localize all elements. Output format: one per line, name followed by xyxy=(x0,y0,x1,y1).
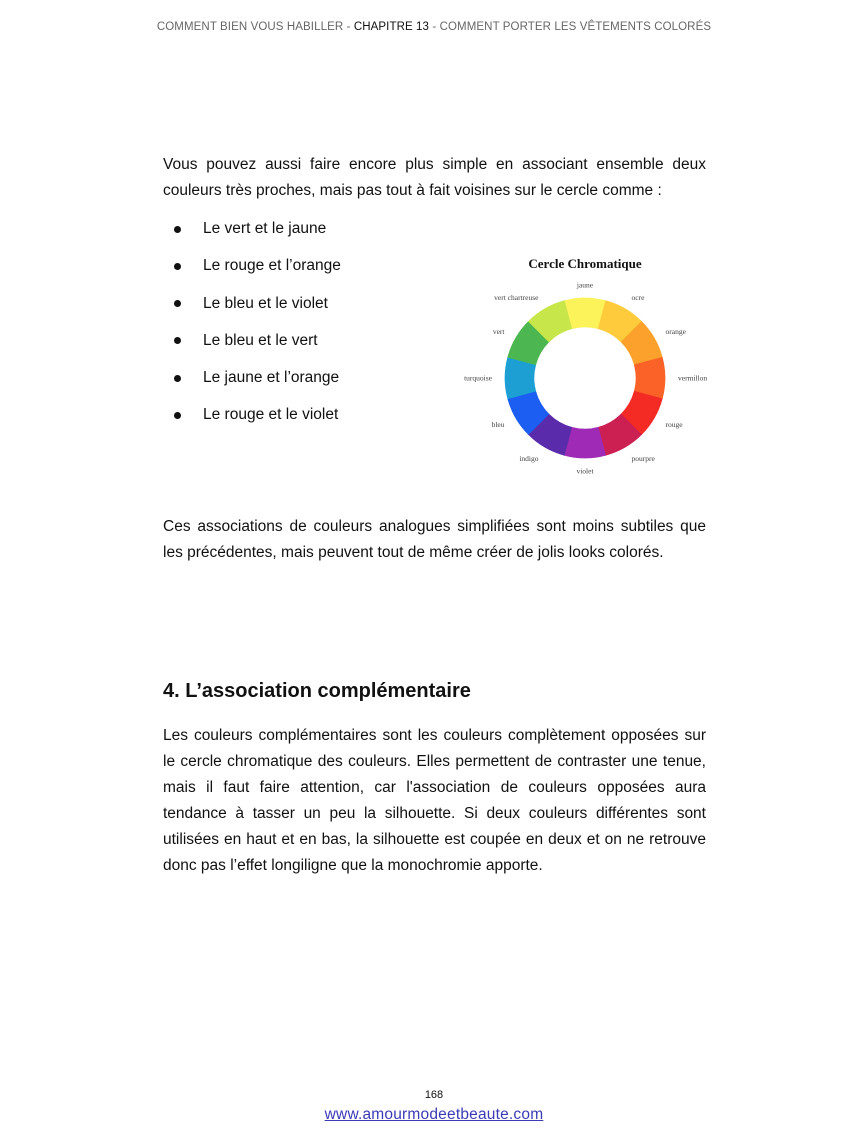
list-item xyxy=(163,328,463,365)
wheel-label: vermillon xyxy=(678,373,708,383)
wheel-label: vert chartreuse xyxy=(494,293,539,302)
header-chapter-title: COMMENT PORTER LES VÊTEMENTS COLORÉS xyxy=(439,21,712,33)
list-item xyxy=(163,291,463,328)
color-wheel-figure xyxy=(455,247,715,479)
bullet-icon xyxy=(174,412,181,419)
list-item-text: Le vert et le jaune xyxy=(203,220,327,237)
website-link[interactable]: www.amourmodeetbeaute.com xyxy=(324,1106,544,1123)
analogous-paragraph: Ces associations de couleurs analogues simplifiées sont moins subtiles que les précédentes, mais peuvent tout de même créer de jolis looks colorés. xyxy=(163,518,706,561)
wheel-label: vert xyxy=(492,327,505,336)
running-header xyxy=(0,21,868,33)
list-item-text: Le bleu et le vert xyxy=(203,331,318,349)
list-item xyxy=(163,402,463,439)
intro-paragraph: Vous pouvez aussi faire encore plus simple en associant ensemble deux couleurs très proches, mais pas tout à fait voisines sur le cercle comme : xyxy=(163,156,706,199)
wheel-label: turquoise xyxy=(464,373,492,383)
header-separator: - xyxy=(429,21,440,33)
color-wheel xyxy=(455,247,715,479)
page-number: 168 xyxy=(424,1089,444,1101)
bullet-icon xyxy=(174,226,181,233)
bullet-icon xyxy=(174,375,181,382)
list-item xyxy=(163,253,463,290)
bullet-list xyxy=(163,216,463,440)
wheel-label: orange xyxy=(665,327,686,336)
list-item-text: Le rouge et le violet xyxy=(203,406,339,424)
wheel-label: bleu xyxy=(491,420,505,429)
list-item-text: Le rouge et l’orange xyxy=(203,257,341,275)
list-item xyxy=(163,365,463,402)
list-item-text: Le jaune et l’orange xyxy=(203,369,340,387)
bullet-icon xyxy=(174,300,181,307)
bullet-icon xyxy=(174,263,181,270)
wheel-label: indigo xyxy=(519,454,539,463)
list-item-text: Le bleu et le violet xyxy=(203,294,328,312)
wheel-label: rouge xyxy=(665,420,683,429)
header-chapter: CHAPITRE 13 xyxy=(353,21,430,33)
color-wheel-title: Cercle Chromatique xyxy=(528,256,642,271)
wheel-label: pourpre xyxy=(631,454,655,463)
complementary-paragraph: Les couleurs complémentaires sont les couleurs complètement opposées sur le cercle chromatique des couleurs. Elles permettent de contraster une tenue, mais il faut faire attention, car l'association de couleurs opposées aura tendance à tasser un peu la silhouette. Si deux couleurs différentes sont utilisées en haut et en bas, la silhouette est coupée en deux et on ne retrouve donc pas l’effet longiligne que la monochromie apporte. xyxy=(163,727,706,874)
wheel-label: jaune xyxy=(576,280,594,290)
wheel-label: ocre xyxy=(631,293,645,302)
bullet-icon xyxy=(174,337,181,344)
header-separator: - xyxy=(343,21,354,33)
section-heading: 4. L’association complémentaire xyxy=(163,680,471,702)
wheel-label: violet xyxy=(576,466,594,476)
header-book-title: COMMENT BIEN VOUS HABILLER xyxy=(156,21,344,33)
list-item xyxy=(163,216,463,253)
